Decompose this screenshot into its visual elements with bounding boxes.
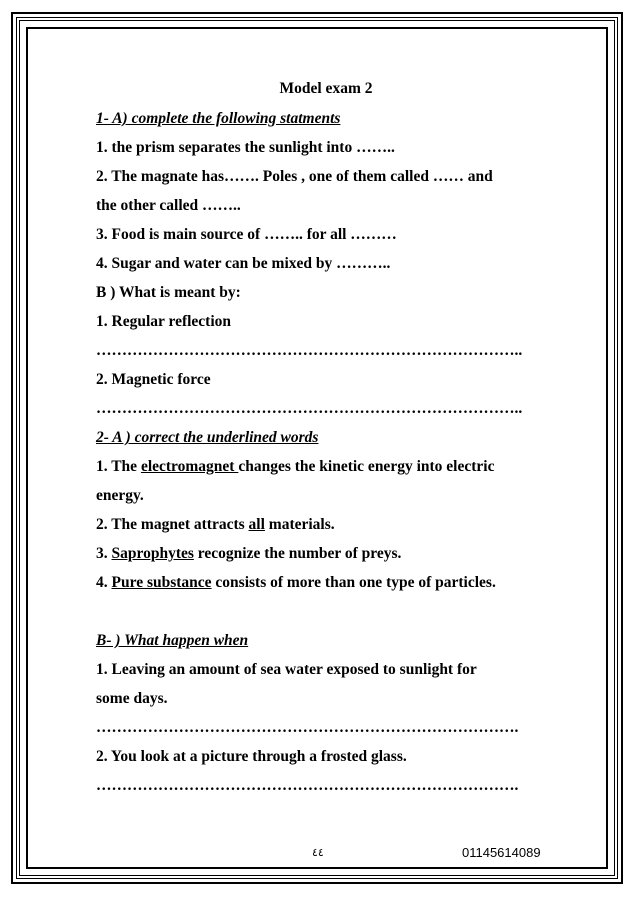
text-part: materials.	[264, 516, 335, 533]
text-part: changes the kinetic energy into electric	[238, 458, 495, 475]
text-part: consists of more than one type of particles.	[211, 574, 496, 591]
question-line: 1. the prism separates the sunlight into ……..	[96, 139, 395, 156]
underlined-word: all	[248, 516, 265, 533]
question-line: 2. You look at a picture through a frosted glass.	[96, 748, 407, 765]
question-line: 1. Leaving an amount of sea water exposed to sunlight for	[96, 661, 477, 678]
section-heading-1a: 1- A) complete the following statments	[96, 110, 341, 127]
answer-dotted-line: ……………………………………………………………………….	[96, 777, 519, 794]
question-line: energy.	[96, 487, 144, 504]
text-part: 4.	[96, 574, 112, 591]
text-part: 1. The	[96, 458, 141, 475]
text-part: 3.	[96, 545, 112, 562]
underlined-word: Pure substance	[111, 574, 212, 591]
question-line: 2. Magnetic force	[96, 371, 211, 388]
question-line: the other called ……..	[96, 197, 241, 214]
phone-number: 01145614089	[462, 845, 541, 860]
section-heading-2a: 2- A ) correct the underlined words	[96, 429, 319, 446]
question-line: 4. Sugar and water can be mixed by ………..	[96, 255, 391, 272]
text-part: recognize the number of preys.	[193, 545, 402, 562]
underlined-word: electromagnet	[140, 458, 239, 475]
subsection-heading-1b: B ) What is meant by:	[96, 284, 241, 301]
question-line: 2. The magnate has……. Poles , one of them called …… and	[96, 168, 493, 185]
correction-item-4	[96, 568, 556, 597]
correction-item-1	[96, 452, 556, 481]
answer-dotted-line: ………………………………………………………………………..	[96, 400, 523, 417]
page-number: ٤٤	[312, 846, 324, 859]
question-line: some days.	[96, 690, 168, 707]
correction-item-2	[96, 510, 556, 539]
answer-dotted-line: ……………………………………………………………………….	[96, 719, 519, 736]
question-line: 3. Food is main source of …….. for all ………	[96, 226, 397, 243]
exam-content	[96, 74, 556, 800]
section-heading-b: B- ) What happen when	[96, 632, 249, 649]
correction-item-3	[96, 539, 556, 568]
text-part: 2. The magnet attracts	[96, 516, 249, 533]
answer-dotted-line: ………………………………………………………………………..	[96, 342, 523, 359]
spacer	[96, 597, 556, 626]
exam-title: Model exam 2	[279, 80, 373, 97]
underlined-word: Saprophytes	[111, 545, 194, 562]
question-line: 1. Regular reflection	[96, 313, 232, 330]
